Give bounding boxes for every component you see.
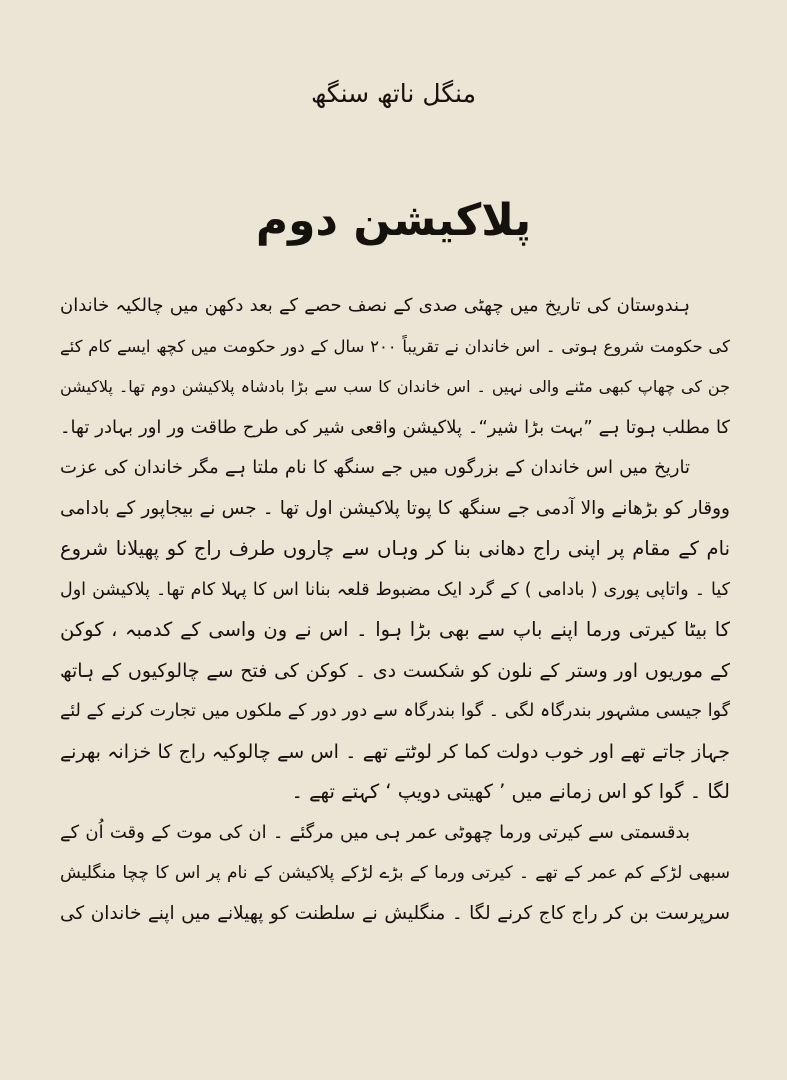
author-name: منگل ناتھ سنگھ: [311, 79, 476, 108]
body-text: [60, 286, 730, 934]
text-line: ہندوستان کی تاریخ میں چھٹی صدی کے نصف حصے کے بعد دکھن میں چالکیہ خاندان: [60, 295, 690, 316]
text-line: کی حکومت شروع ہوتی ۔ اس خاندان نے تقریباً ۲۰۰ سال کے دور حکومت میں کچھ ایسے کام کئے: [60, 336, 730, 356]
text-line: کے موریوں اور وستر کے نلون کو شکست دی ۔ کوکن کی فتح سے چالوکیوں کے ہاتھ: [60, 659, 730, 682]
text-line: کا بیٹا کیرتی ورما اپنے باپ سے بھی بڑا ہوا ۔ اس نے ون واسی کے کدمبہ ، کوکن: [60, 618, 730, 641]
text-line: جن کی چھاپ کبھی مٹنے والی نہیں ۔ اس خاندان کا سب سے بڑا بادشاہ پلاکیشن دوم تھا۔ پلاکیشن: [60, 377, 730, 396]
text-line: کیا ۔ واتاپی پوری ( بادامی ) کے گرد ایک مضبوط قلعہ بنانا اس کا پہلا کام تھا۔ پلاکیشن اول: [60, 579, 730, 600]
text-line: کا مطلب ہوتا ہے ”بہت بڑا شیر“۔ پلاکیشن واقعی شیر کی طرح طاقت ور اور بہادر تھا۔: [60, 416, 730, 438]
chapter-title: پلاکیشن دوم: [255, 195, 532, 246]
text-line: سبھی لڑکے کم عمر کے تھے ۔ کیرتی ورما کے بڑے لڑکے پلاکیشن کے نام پر اس کا چچا منگلیش: [60, 863, 730, 883]
text-line: لگا ۔ گوا کو اس زمانے میں ’ کھیتی دویپ ‘ کہتے تھے ۔: [291, 780, 730, 803]
text-line: بدقسمتی سے کیرتی ورما چھوٹی عمر ہی میں مرگئے ۔ ان کی موت کے وقت اُن کے: [60, 821, 690, 843]
text-line: نام کے مقام پر اپنی راج دھانی بنا کر وہاں سے چاروں طرف راج کو پھیلانا شروع: [60, 537, 730, 560]
text-line: تاریخ میں اس خاندان کے بزرگوں میں جے سنگھ کا نام ملتا ہے مگر خاندان کی عزت: [60, 457, 690, 478]
text-line: گوا جیسی مشہور بندرگاہ لگی ۔ گوا بندرگاہ سے دور دور کے ملکوں میں تجارت کرنے کے لئے: [60, 701, 730, 721]
text-line: سرپرست بن کر راج کاج کرنے لگا ۔ منگلیش نے سلطنت کو پھیلانے میں اپنے خاندان کی: [60, 902, 730, 924]
text-line: ووقار کو بڑھانے والا آدمی جے سنگھ کا پوتا پلاکیشن اول تھا ۔ جس نے بیجاپور کے بادامی: [60, 497, 730, 519]
text-line: جہاز جاتے تھے اور خوب دولت کما کر لوٹتے تھے ۔ اس سے چالوکیہ راج کا خزانہ بھرنے: [60, 740, 730, 763]
